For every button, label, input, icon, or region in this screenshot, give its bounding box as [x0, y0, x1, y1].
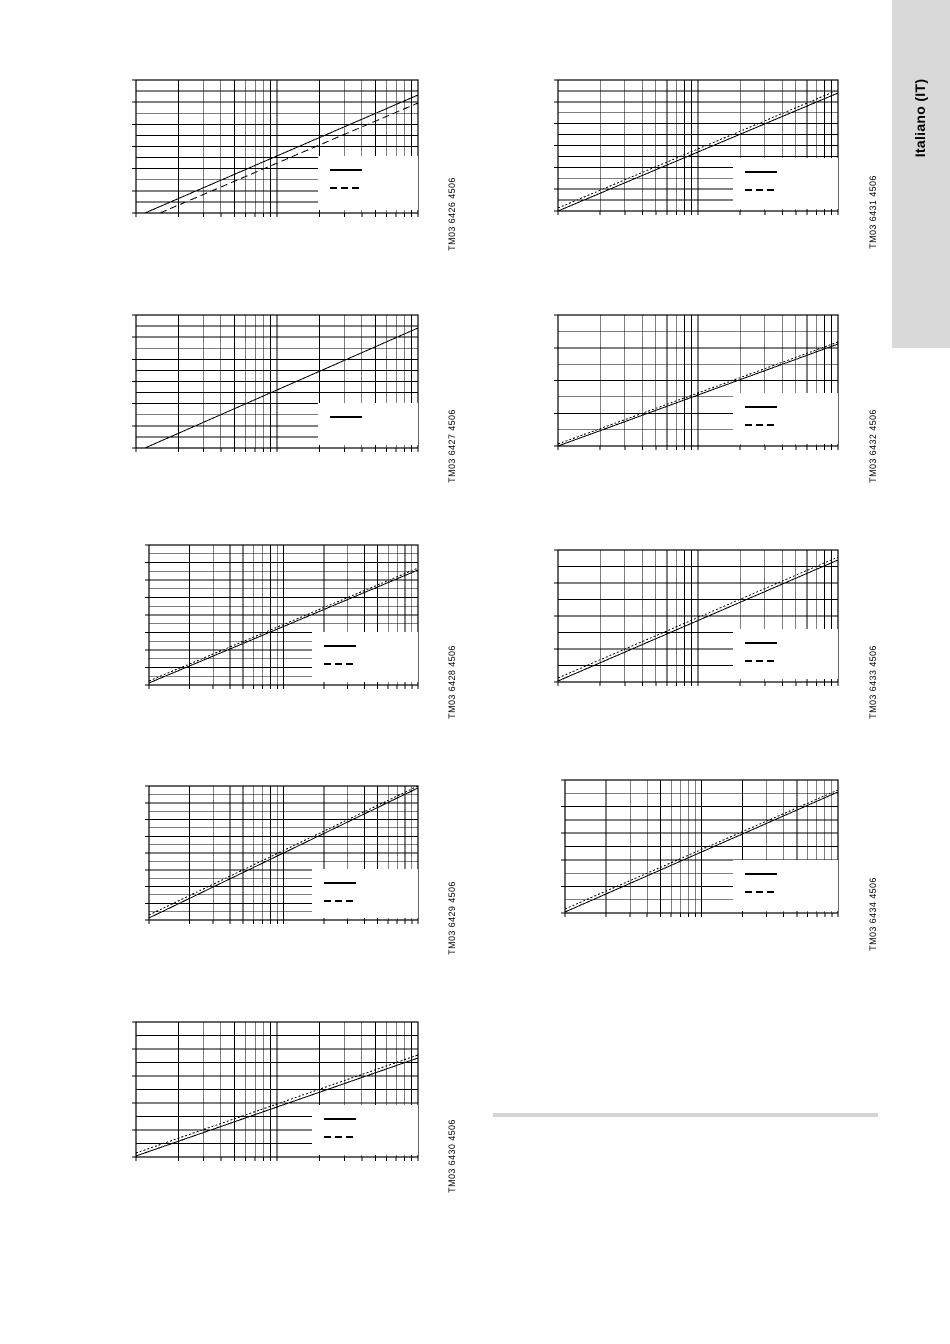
language-label: Italiano (IT) — [912, 78, 928, 158]
figure-code-g: TM03 6432 4506 — [868, 409, 878, 483]
legend-area — [314, 871, 416, 916]
figure-code-d: TM03 6429 4506 — [447, 881, 457, 955]
figure-code-f: TM03 6431 4506 — [868, 175, 878, 249]
legend-area — [735, 160, 836, 207]
legend-area — [314, 1107, 416, 1153]
figure-code-e: TM03 6430 4506 — [447, 1119, 457, 1193]
legend-area — [735, 395, 836, 442]
figure-code-i: TM03 6434 4506 — [868, 877, 878, 951]
legend-area — [320, 405, 416, 443]
figure-code-h: TM03 6433 4506 — [868, 645, 878, 719]
figure-code-c: TM03 6428 4506 — [447, 645, 457, 719]
legend-area — [735, 862, 836, 909]
figure-code-b: TM03 6427 4506 — [447, 409, 457, 483]
legend-area — [320, 158, 416, 208]
legend-area — [314, 634, 416, 680]
figure-code-a: TM03 6426 4506 — [447, 177, 457, 251]
legend-area — [735, 631, 836, 677]
